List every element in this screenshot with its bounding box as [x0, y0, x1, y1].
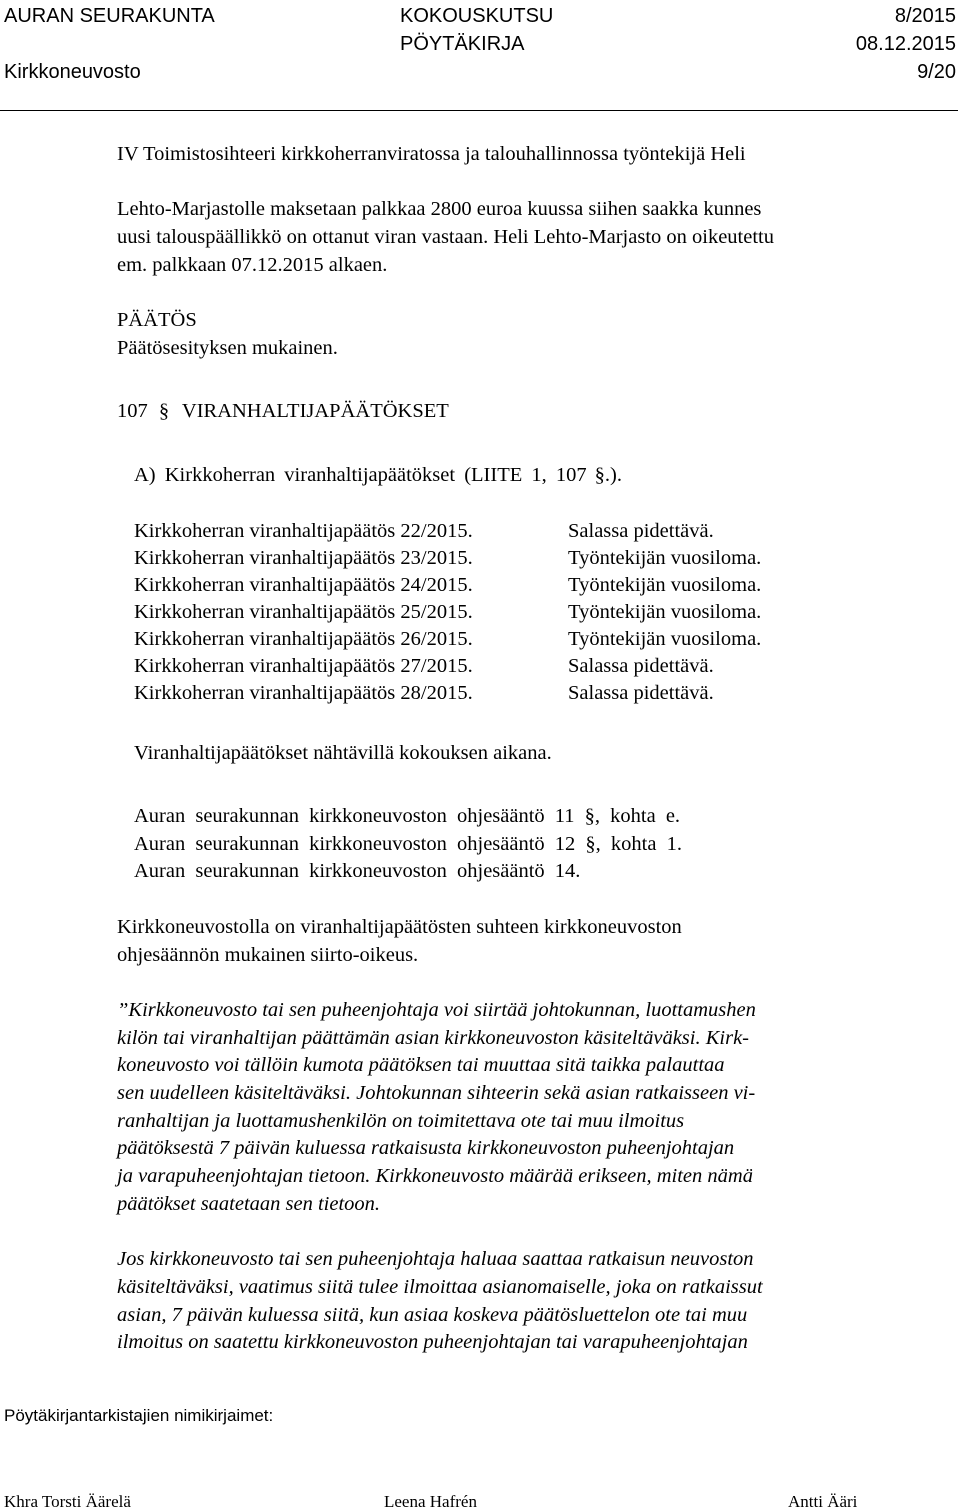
decision-ref: Kirkkoherran viranhaltijapäätös 22/2015.	[134, 520, 473, 542]
intro-line: Lehto-Marjastolle maksetaan palkkaa 2800 euroa kuussa siihen saakka kunnes	[117, 198, 762, 220]
subsection-heading	[134, 462, 622, 489]
decision-ref: Kirkkoherran viranhaltijapäätös 25/2015.	[134, 601, 473, 623]
decision-note: Salassa pidettävä.	[568, 520, 714, 542]
decision-text: Päätösesityksen mukainen.	[117, 337, 338, 359]
header-page-number: 9/20	[917, 61, 956, 83]
decision-list	[134, 518, 761, 707]
intro-line: em. palkkaan 07.12.2015 alkaen.	[117, 254, 388, 276]
header-org: AURAN SEURAKUNTA	[4, 5, 215, 27]
intro-heading: IV Toimistosihteeri kirkkoherranviratossa ja talouhallinnossa työntekijä Heli	[117, 143, 746, 165]
decision-ref: Kirkkoherran viranhaltijapäätös 24/2015.	[134, 574, 473, 596]
list-item	[134, 653, 761, 680]
decision-label: PÄÄTÖS	[117, 309, 197, 331]
list-item	[134, 626, 761, 653]
decision-ref: Kirkkoherran viranhaltijapäätös 23/2015.	[134, 547, 473, 569]
list-item	[134, 680, 761, 707]
quote-line: koneuvosto voi tällöin kumota päätöksen tai muuttaa sitä taikka palauttaa	[117, 1054, 725, 1076]
quote-line: sen uudelleen käsiteltäväksi. Johtokunnan sihteerin sekä asian ratkaisseen vi-	[117, 1082, 756, 1104]
section-symbol: §	[158, 400, 170, 422]
footer-label: Pöytäkirjantarkistajien nimikirjaimet:	[4, 1406, 274, 1425]
decision-note: Salassa pidettävä.	[568, 682, 714, 704]
header-meeting-no: 8/2015	[894, 5, 956, 27]
quote-line: käsiteltäväksi, vaatimus siitä tulee ilmoittaa asianomaiselle, joka on ratkaissut	[117, 1276, 763, 1298]
header-date: 08.12.2015	[855, 33, 956, 55]
quote-line: kilön tai viranhaltijan päättämän asian kirkkoneuvoston käsiteltäväksi. Kirk-	[117, 1027, 749, 1049]
quote-line: ja varapuheenjohtajan tietoon. Kirkkoneuvosto määrää erikseen, miten nämä	[117, 1165, 753, 1187]
decision-ref: Kirkkoherran viranhaltijapäätös 28/2015.	[134, 682, 473, 704]
quote-line: Jos kirkkoneuvosto tai sen puheenjohtaja haluaa saattaa ratkaisun neuvoston	[117, 1248, 754, 1270]
transfer-right-line: Kirkkoneuvostolla on viranhaltijapäätösten suhteen kirkkoneuvoston	[117, 916, 682, 938]
transfer-right-line: ohjesäännön mukainen siirto-oikeus.	[117, 944, 419, 966]
quote-line: ”Kirkkoneuvosto tai sen puheenjohtaja voi siirtää johtokunnan, luottamushen	[117, 999, 756, 1021]
header-body: Kirkkoneuvosto	[4, 61, 141, 83]
decision-note: Salassa pidettävä.	[568, 655, 714, 677]
header-divider	[0, 110, 958, 111]
decision-note: Työntekijän vuosiloma.	[568, 547, 762, 569]
section-title: VIRANHALTIJAPÄÄTÖKSET	[181, 400, 449, 422]
decision-note: Työntekijän vuosiloma.	[568, 628, 762, 650]
list-item	[134, 572, 761, 599]
decision-ref: Kirkkoherran viranhaltijapäätös 26/2015.	[134, 628, 473, 650]
quote-line: ilmoitus on saatettu kirkkoneuvoston puheenjohtajan tai varapuheenjohtajan	[117, 1331, 748, 1353]
list-item	[134, 599, 761, 626]
quote-line: päätökset saatetaan sen tietoon.	[117, 1193, 381, 1215]
availability-note: Viranhaltijapäätökset nähtävillä kokouksen aikana.	[134, 742, 552, 764]
header-doc-type-1: KOKOUSKUTSU	[400, 5, 554, 27]
decision-ref: Kirkkoherran viranhaltijapäätös 27/2015.	[134, 655, 473, 677]
decision-note: Työntekijän vuosiloma.	[568, 574, 762, 596]
quote-line: päätöksestä 7 päivän kuluessa ratkaisusta kirkkoneuvoston puheenjohtajan	[117, 1137, 735, 1159]
quote-line: asian, 7 päivän kuluessa siitä, kun asiaa koskeva päätösluettelon ote tai muu	[117, 1304, 748, 1326]
intro-line: uusi talouspäällikkö on ottanut viran vastaan. Heli Lehto-Marjasto on oikeutettu	[117, 226, 774, 248]
subsection-suffix: .).	[604, 464, 622, 486]
list-item	[134, 545, 761, 572]
reviewer-name: Khra Torsti Äärelä	[4, 1492, 131, 1511]
section-number: 107	[117, 400, 148, 422]
header-doc-type-2: PÖYTÄKIRJA	[400, 33, 525, 55]
rule-line: Auran seurakunnan kirkkoneuvoston ohjesääntö 14.	[134, 860, 581, 882]
subsection-symbol: §	[594, 464, 605, 486]
section-heading	[117, 398, 449, 425]
subsection-label: A) Kirkkoherran viranhaltijapäätökset (LIITE 1, 107	[134, 464, 587, 486]
rule-line: Auran seurakunnan kirkkoneuvoston ohjesääntö 11 §, kohta e.	[134, 805, 681, 827]
quote-line: ranhaltijan ja luottamushenkilön on toimitettava ote tai muu ilmoitus	[117, 1110, 685, 1132]
list-item	[134, 518, 761, 545]
reviewer-name: Leena Hafrén	[384, 1492, 477, 1511]
rule-line: Auran seurakunnan kirkkoneuvoston ohjesääntö 12 §, kohta 1.	[134, 833, 682, 855]
reviewer-name: Antti Ääri	[788, 1492, 858, 1511]
decision-note: Työntekijän vuosiloma.	[568, 601, 762, 623]
